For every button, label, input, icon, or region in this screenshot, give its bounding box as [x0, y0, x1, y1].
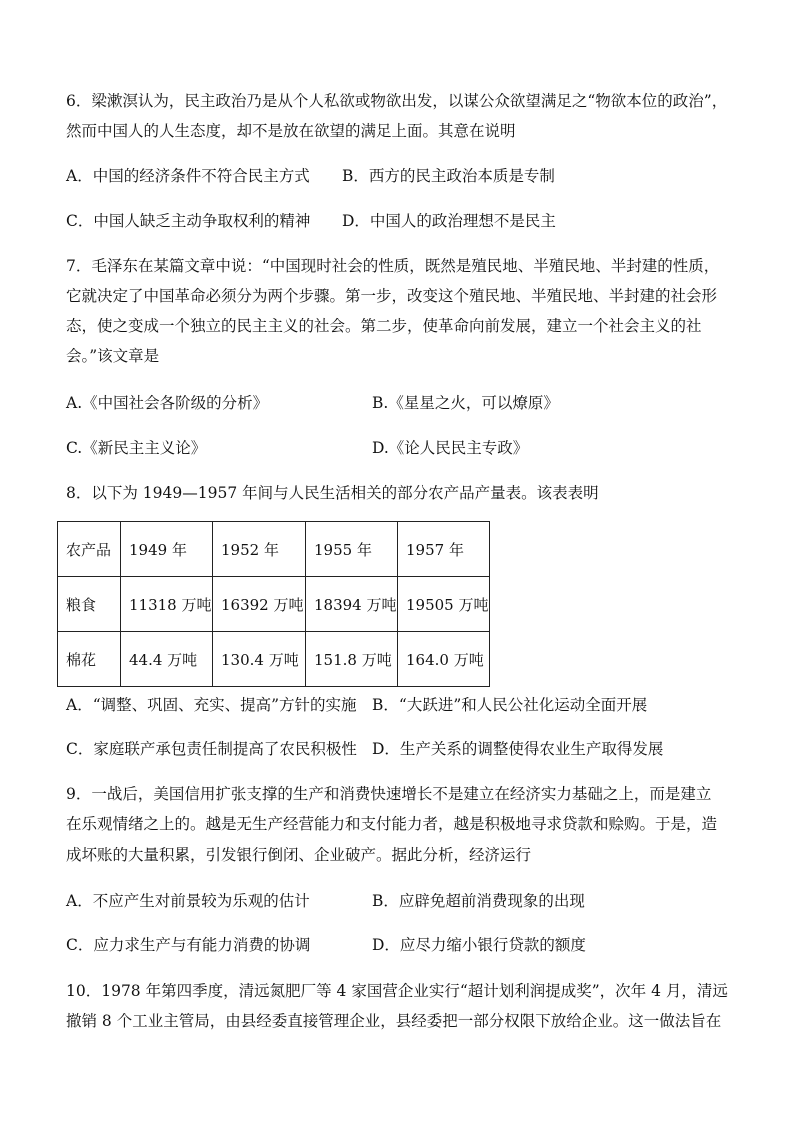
table-cell: 18394 万吨 [306, 577, 398, 632]
q6-stem-line-1: 6．梁漱溟认为，民主政治乃是从个人私欲或物欲出发，以谋公众欲望满足之“物欲本位的政治”， [66, 92, 728, 110]
q8-option-c[interactable]: C．家庭联产承包责任制提高了农民积极性 [66, 740, 357, 758]
table-cell: 棉花 [58, 632, 121, 687]
table-cell: 130.4 万吨 [213, 632, 306, 687]
table-header-cell: 1957 年 [398, 522, 490, 577]
production-table [57, 521, 490, 687]
table-row [58, 577, 490, 632]
q9-option-d[interactable]: D．应尽力缩小银行贷款的额度 [372, 936, 586, 954]
q8-option-a[interactable]: A．“调整、巩固、充实、提高”方针的实施 [66, 696, 357, 714]
table-cell: 164.0 万吨 [398, 632, 490, 687]
table-cell: 16392 万吨 [213, 577, 306, 632]
q7-option-a[interactable]: A.《中国社会各阶级的分析》 [66, 394, 269, 412]
table-cell: 粮食 [58, 577, 121, 632]
q8-option-b[interactable]: B．“大跃进”和人民公社化运动全面开展 [372, 696, 648, 714]
table-row [58, 632, 490, 687]
q7-option-b[interactable]: B.《星星之火，可以燎原》 [372, 394, 559, 412]
q7-option-c[interactable]: C.《新民主主义论》 [66, 439, 207, 457]
table-header-cell: 1949 年 [121, 522, 213, 577]
table-header-row [58, 522, 490, 577]
q7-stem-line-2: 它就决定了中国革命必须分为两个步骤。第一步，改变这个殖民地、半殖民地、半封建的社会形 [66, 287, 718, 305]
table-cell: 11318 万吨 [121, 577, 213, 632]
q9-stem-line-3: 成坏账的大量积累，引发银行倒闭、企业破产。据此分析，经济运行 [66, 846, 532, 864]
q10-stem-line-2: 撤销 8 个工业主管局，由县经委直接管理企业，县经委把一部分权限下放给企业。这一做法旨在 [66, 1012, 722, 1030]
q8-stem: 8．以下为 1949—1957 年间与人民生活相关的部分农产品产量表。该表表明 [66, 484, 599, 502]
q6-option-a[interactable]: A．中国的经济条件不符合民主方式 [66, 167, 310, 185]
table-cell: 19505 万吨 [398, 577, 490, 632]
q6-option-d[interactable]: D．中国人的政治理想不是民主 [342, 212, 556, 230]
q6-option-b[interactable]: B．西方的民主政治本质是专制 [342, 167, 555, 185]
q10-stem-line-1: 10．1978 年第四季度，清远氮肥厂等 4 家国营企业实行“超计划利润提成奖”，次年 4 月，清远 [66, 982, 728, 1000]
q9-option-a[interactable]: A．不应产生对前景较为乐观的估计 [66, 892, 310, 910]
table-header-cell: 农产品 [58, 522, 121, 577]
q6-stem-line-2: 然而中国人的人生态度，却不是放在欲望的满足上面。其意在说明 [66, 122, 516, 140]
q9-option-c[interactable]: C．应力求生产与有能力消费的协调 [66, 936, 311, 954]
table-cell: 151.8 万吨 [306, 632, 398, 687]
q6-option-c[interactable]: C．中国人缺乏主动争取权利的精神 [66, 212, 311, 230]
q9-option-b[interactable]: B．应辟免超前消费现象的出现 [372, 892, 585, 910]
q9-stem-line-1: 9．一战后，美国信用扩张支撑的生产和消费快速增长不是建立在经济实力基础之上，而是建立 [66, 785, 712, 803]
table-header-cell: 1952 年 [213, 522, 306, 577]
q7-stem-line-1: 7．毛泽东在某篇文章中说：“中国现时社会的性质，既然是殖民地、半殖民地、半封建的性质， [66, 257, 720, 275]
q7-stem-line-3: 态，使之变成一个独立的民主主义的社会。第二步，使革命向前发展，建立一个社会主义的社 [66, 317, 702, 335]
table-header-cell: 1955 年 [306, 522, 398, 577]
table-cell: 44.4 万吨 [121, 632, 213, 687]
q8-option-d[interactable]: D．生产关系的调整使得农业生产取得发展 [372, 740, 664, 758]
q7-stem-line-4: 会。”该文章是 [66, 347, 160, 365]
q7-option-d[interactable]: D.《论人民民主专政》 [372, 439, 529, 457]
q9-stem-line-2: 在乐观情绪之上的。越是无生产经营能力和支付能力者，越是积极地寻求贷款和赊购。于是，造 [66, 815, 718, 833]
